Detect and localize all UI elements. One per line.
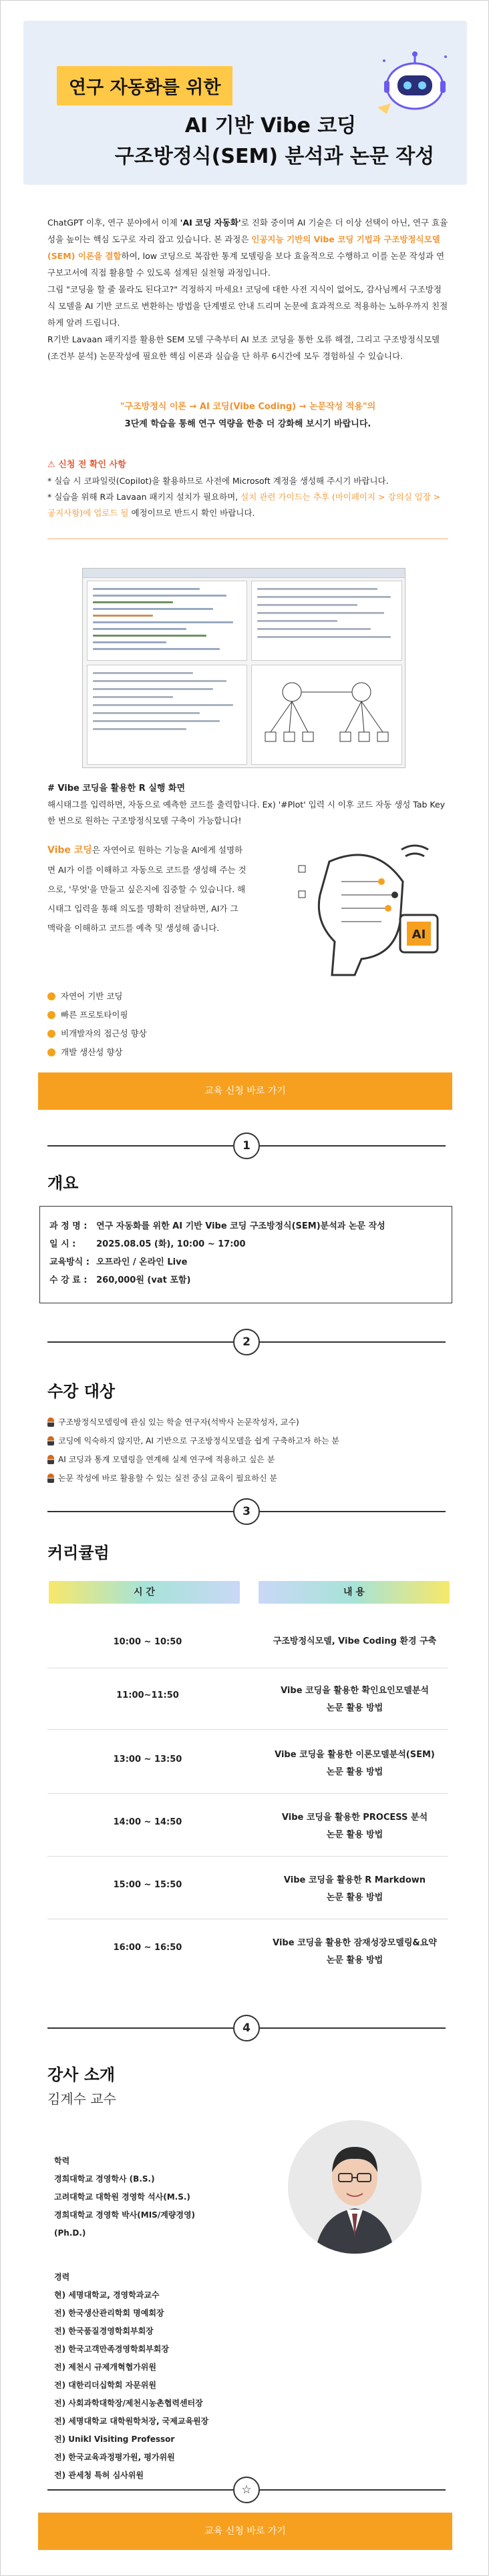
- curriculum-time: 13:00 ~ 13:50: [113, 1754, 182, 1764]
- instructor-photo: [288, 2120, 422, 2254]
- portrait-image: [288, 2120, 422, 2254]
- target-item: [47, 1450, 448, 1469]
- benefit-item: [47, 1043, 248, 1062]
- row-divider: [47, 1856, 448, 1857]
- curriculum-topic: [261, 1746, 448, 1781]
- notice-title-text: 신청 전 확인 사항: [58, 460, 126, 470]
- curriculum-title: 커리큘럼: [47, 1544, 110, 1562]
- curriculum-topic: [261, 1935, 448, 1969]
- target-text: 논문 작성에 바로 활용할 수 있는 실전 중심 교육이 필요하신 분: [58, 1474, 277, 1483]
- intro-quote: [47, 398, 448, 433]
- benefit-label: 개발 생산성 향상: [61, 1047, 123, 1057]
- curriculum-time: 10:00 ~ 10:50: [113, 1637, 182, 1647]
- notice-item-2-c: 예정이므로 반드시 확인 바랍니다.: [128, 508, 255, 518]
- ai-head-illustration: [281, 842, 448, 988]
- notice-item-2: [47, 489, 448, 521]
- curriculum-time: 15:00 ~ 15:50: [113, 1880, 182, 1890]
- step-number: 1: [233, 1133, 260, 1159]
- robot-illustration: [371, 47, 458, 121]
- overview-value: 오프라인 / 온라인 Live: [96, 1257, 188, 1267]
- career-item: 전) 세명대학교 대학원학처장, 국제교육원장: [54, 2417, 209, 2426]
- target-item: [47, 1469, 448, 1488]
- hero-title-line1: AI 기반 Vibe 코딩: [184, 114, 357, 137]
- person-icon: [47, 1436, 54, 1445]
- topic-line-1: Vibe 코딩을 활용한 R Markdown: [283, 1875, 426, 1885]
- target-item: [47, 1431, 448, 1450]
- vibe-demo-title: # Vibe 코딩을 활용한 R 실행 화면: [47, 783, 186, 793]
- instructor-title: 강사 소개: [47, 2065, 116, 2084]
- career-item: 현) 세명대학교, 경영학과교수: [54, 2290, 160, 2300]
- step-number: 4: [233, 2015, 260, 2041]
- apply-button-bottom[interactable]: 교육 신청 바로 가기: [38, 2513, 452, 2550]
- career-item: 전) 관세청 특허 심사위원: [54, 2471, 144, 2480]
- curriculum-time: 11:00~11:50: [116, 1690, 179, 1700]
- career-item: 전) 한국교육과정평가원, 평가위원: [54, 2453, 175, 2462]
- curriculum-row: [47, 1682, 448, 1736]
- education-title: 학력: [54, 2156, 70, 2166]
- check-icon: [47, 992, 55, 1000]
- overview-key: 일 시 :: [49, 1239, 76, 1249]
- warning-icon: ⚠: [47, 460, 55, 470]
- apply-button-top[interactable]: 교육 신청 바로 가기: [38, 1072, 452, 1110]
- overview-value: 260,000원 (vat 포함): [96, 1275, 191, 1285]
- career-item: 전) Unikl Visiting Professor: [54, 2435, 175, 2444]
- topic-line-1: Vibe 코딩을 활용한 확인요인모델분석: [281, 1686, 429, 1696]
- notice-box: [47, 457, 448, 521]
- overview-key: 과 정 명 :: [49, 1221, 88, 1231]
- topic-line-2: 논문 활용 방법: [326, 1767, 383, 1777]
- ai-chip-label: AI: [412, 928, 426, 942]
- benefit-list: [47, 987, 248, 1062]
- topic-line-1: Vibe 코딩을 활용한 이론모델분석(SEM): [275, 1750, 435, 1760]
- benefit-item: [47, 1024, 248, 1043]
- topic-line-2: 논문 활용 방법: [326, 1893, 383, 1903]
- notice-title: [47, 457, 448, 473]
- intro-text-b: 'AI 코딩 자동화': [180, 218, 241, 228]
- topic-line-1: Vibe 코딩을 활용한 PROCESS 분석: [281, 1813, 428, 1823]
- window-titlebar: [83, 569, 405, 578]
- curriculum-topic: [261, 1809, 448, 1844]
- overview-value: 연구 자동화를 위한 AI 기반 Vibe 코딩 구조방정식(SEM)분석과 논문 작성: [96, 1221, 385, 1231]
- topic-line-2: 논문 활용 방법: [326, 1830, 383, 1840]
- topic-line-2: 논문 활용 방법: [326, 1703, 383, 1713]
- curriculum-row: [47, 1629, 448, 1669]
- intro-text-e: 하여, low 코딩으로 복잡한 통계 모델링을 보다 효율적으로 수행하고 이를 논문 작성과 연구보고서에 직접 활용할 수 있도록 설계된 실천형 과정입니다.: [47, 251, 445, 278]
- check-icon: [47, 1048, 55, 1056]
- target-text: 구조방정식모델링에 관심 있는 학술 연구자(석박사 논문작성자, 교수): [58, 1417, 299, 1427]
- intro-text-c: 로 진화 중이며 AI 기술은 더 이상 선택이 아닌, 연구 효율성을 높이는 핵심 도구로 자리 잡고 있습니다. 본 과정은: [47, 218, 448, 244]
- vibe-demo-caption: [47, 780, 448, 829]
- hero-title-line2: 구조방정식(SEM) 분석과 논문 작성: [114, 145, 435, 168]
- step-marker-2: [47, 1329, 446, 1355]
- target-text: AI 코딩과 통계 모델링을 연계해 실제 연구에 적용하고 싶은 분: [58, 1455, 275, 1464]
- career-title: 경력: [54, 2272, 70, 2282]
- career-list: [54, 2268, 295, 2485]
- environment-pane: [251, 581, 402, 661]
- benefit-label: 비개발자의 접근성 향상: [61, 1028, 147, 1038]
- curriculum-topic: [261, 1682, 448, 1717]
- benefit-label: 빠른 프로토타이핑: [61, 1010, 128, 1020]
- path-diagram-plot: [252, 665, 401, 764]
- intro-paragraph-2: 그림 "코딩을 할 줄 몰라도 된다고?" 걱정하지 마세요! 코딩에 대한 사전 지식이 없어도, 감사님께서 구조방정식 모델을 AI 기반 코드로 변환하는 방법을 단계별로 안내 드리며 논문에 효과적으로 적용하는 노하우까지 친절하게 알려 드립니다.: [47, 284, 448, 328]
- hero-banner: [23, 21, 467, 185]
- notice-item-2-link: 설치 관련 가이드는 추후 (마이페이지 > 강의실 입장 > 공지사항)에 업로드 될: [47, 492, 441, 518]
- career-item: 전) 한국품질경영학회부회장: [54, 2326, 154, 2336]
- overview-key: 교육방식 :: [49, 1257, 90, 1267]
- row-divider: [47, 1793, 448, 1794]
- curriculum-topic: [261, 1872, 448, 1907]
- person-icon: [47, 1474, 54, 1483]
- step-marker-3: [47, 1498, 446, 1525]
- career-item: 전) 한국고객만족경영학회부회장: [54, 2344, 169, 2354]
- curriculum-header-content: 내 용: [259, 1581, 450, 1604]
- overview-row: [49, 1235, 442, 1253]
- topic-line-1: Vibe 코딩을 활용한 잠재성장모델링&요약: [273, 1938, 437, 1948]
- education-item: 경희대학교 경영학 박사(MIS/계량경영): [54, 2210, 196, 2220]
- intro-text-a: ChatGPT 이후, 연구 분야에서 이제: [47, 218, 180, 228]
- overview-row: [49, 1217, 442, 1235]
- instructor-name: 김계수 교수: [47, 2091, 116, 2107]
- target-text: 코딩에 익숙하지 않지만, AI 기반으로 구조방정식모델을 쉽게 구축하고자 하는 분: [58, 1436, 339, 1445]
- notice-item-1: * 실습 시 코파일럿(Copilot)을 활용하므로 사전에 Microsoft 계정을 생성해 주시기 바랍니다.: [47, 476, 389, 486]
- curriculum-header-time: 시 간: [49, 1581, 240, 1604]
- rstudio-screenshot: [82, 568, 405, 768]
- row-divider: [47, 1729, 448, 1730]
- notice-item-2-a: * 실습을 위해 R과 Lavaan 패키지 설치가 필요하며,: [47, 492, 241, 502]
- overview-title: 개요: [47, 1174, 79, 1193]
- intro-paragraph-3: R기반 Lavaan 패키지를 활용한 SEM 모델 구축부터 AI 보조 코딩을 통한 오류 해결, 그리고 구조방정식모델(조건부 분석) 논문작성에 필요한 핵심 이론과 실습을 단 하루 6시간에 모두 경험하실 수 있습니다.: [47, 334, 440, 361]
- topic-line-2: 논문 활용 방법: [326, 1955, 383, 1965]
- intro-highlight: 인공지능 기반의 Vibe 코딩 기법과 구조방정식모델(SEM) 이론을 결합: [47, 234, 440, 261]
- target-item: [47, 1413, 448, 1431]
- step-marker-4: [47, 2015, 446, 2041]
- curriculum-row: [47, 1872, 448, 1925]
- check-icon: [47, 1011, 55, 1019]
- check-icon: [47, 1030, 55, 1038]
- vibe-demo-desc: 해시태그를 입력하면, 자동으로 예측한 코드를 출력합니다. Ex) '#Plot' 입력 시 이후 코드 자동 생성 Tab Key 한 번으로 원하는 구조방정식모델 구축이 가능합니다!: [47, 799, 446, 826]
- step-marker-1: [47, 1133, 446, 1159]
- education-list: [54, 2152, 295, 2242]
- person-icon: [47, 1417, 54, 1427]
- curriculum-time: 14:00 ~ 14:50: [113, 1817, 182, 1827]
- star-icon: ☆: [233, 2477, 260, 2503]
- target-list: [47, 1413, 448, 1488]
- code-pane: [87, 581, 247, 661]
- target-title: 수강 대상: [47, 1382, 116, 1401]
- career-item: 전) 대한리더십학회 자문위원: [54, 2380, 156, 2390]
- benefit-item: [47, 1006, 248, 1024]
- vibe-lead: Vibe 코딩: [47, 845, 92, 856]
- career-item: 전) 사회과학대학장/제천시농촌협력센터장: [54, 2398, 203, 2408]
- vibe-coding-explanation: [47, 840, 248, 938]
- career-item: 전) 한국생산관리학회 명예회장: [54, 2308, 164, 2318]
- topic-line-1: 구조방정식모델, Vibe Coding 환경 구축: [273, 1636, 437, 1646]
- curriculum-row: [47, 1746, 448, 1800]
- benefit-label: 자연어 기반 코딩: [61, 991, 123, 1001]
- quote-line-1: "구조방정식 이론 → AI 코딩(Vibe Coding) → 논문작성 적용"의: [120, 402, 376, 412]
- education-item: (Ph.D.): [54, 2228, 86, 2238]
- curriculum-row: [47, 1809, 448, 1863]
- console-pane: [87, 665, 247, 765]
- overview-key: 수 강 료 :: [49, 1275, 88, 1285]
- education-item: 고려대학교 대학원 경영학 석사(M.S.): [54, 2192, 190, 2202]
- benefit-item: [47, 987, 248, 1006]
- person-icon: [47, 1455, 54, 1464]
- overview-box: [39, 1206, 452, 1303]
- step-number: 2: [233, 1329, 260, 1355]
- vibe-text: 은 자연어로 원하는 기능을 AI에게 설명하면 AI가 이를 이해하고 자동으로 코드를 생성해 주는 것으로, '무엇'을 만들고 싶은지에 집중할 수 있습니다. 해시태그 입력을 통해 의도를 명확히 전달하면, AI가 그 맥락을 이해하고 코드를 예측 및 생성해 줍니다.: [47, 845, 247, 933]
- quote-line-2: 3단계 학습을 통해 연구 역량을 한층 더 강화해 보시기 바랍니다.: [124, 419, 371, 429]
- overview-row: [49, 1253, 442, 1271]
- career-item: 전) 제천시 규제개혁협가위원: [54, 2362, 156, 2372]
- step-number: 3: [233, 1498, 260, 1525]
- education-item: 경희대학교 경영학사 (B.S.): [54, 2174, 155, 2184]
- curriculum-row: [47, 1935, 448, 1988]
- overview-value: 2025.08.05 (화), 10:00 ~ 17:00: [96, 1239, 246, 1249]
- intro-paragraph-1: [47, 214, 448, 281]
- curriculum-time: 16:00 ~ 16:50: [113, 1943, 182, 1953]
- step-marker-star: [47, 2477, 446, 2503]
- plot-pane: [251, 665, 402, 765]
- overview-row: [49, 1271, 442, 1289]
- hero-tag: 연구 자동화를 위한: [57, 66, 232, 105]
- intro-text: [47, 214, 448, 364]
- curriculum-topic: [261, 1633, 448, 1650]
